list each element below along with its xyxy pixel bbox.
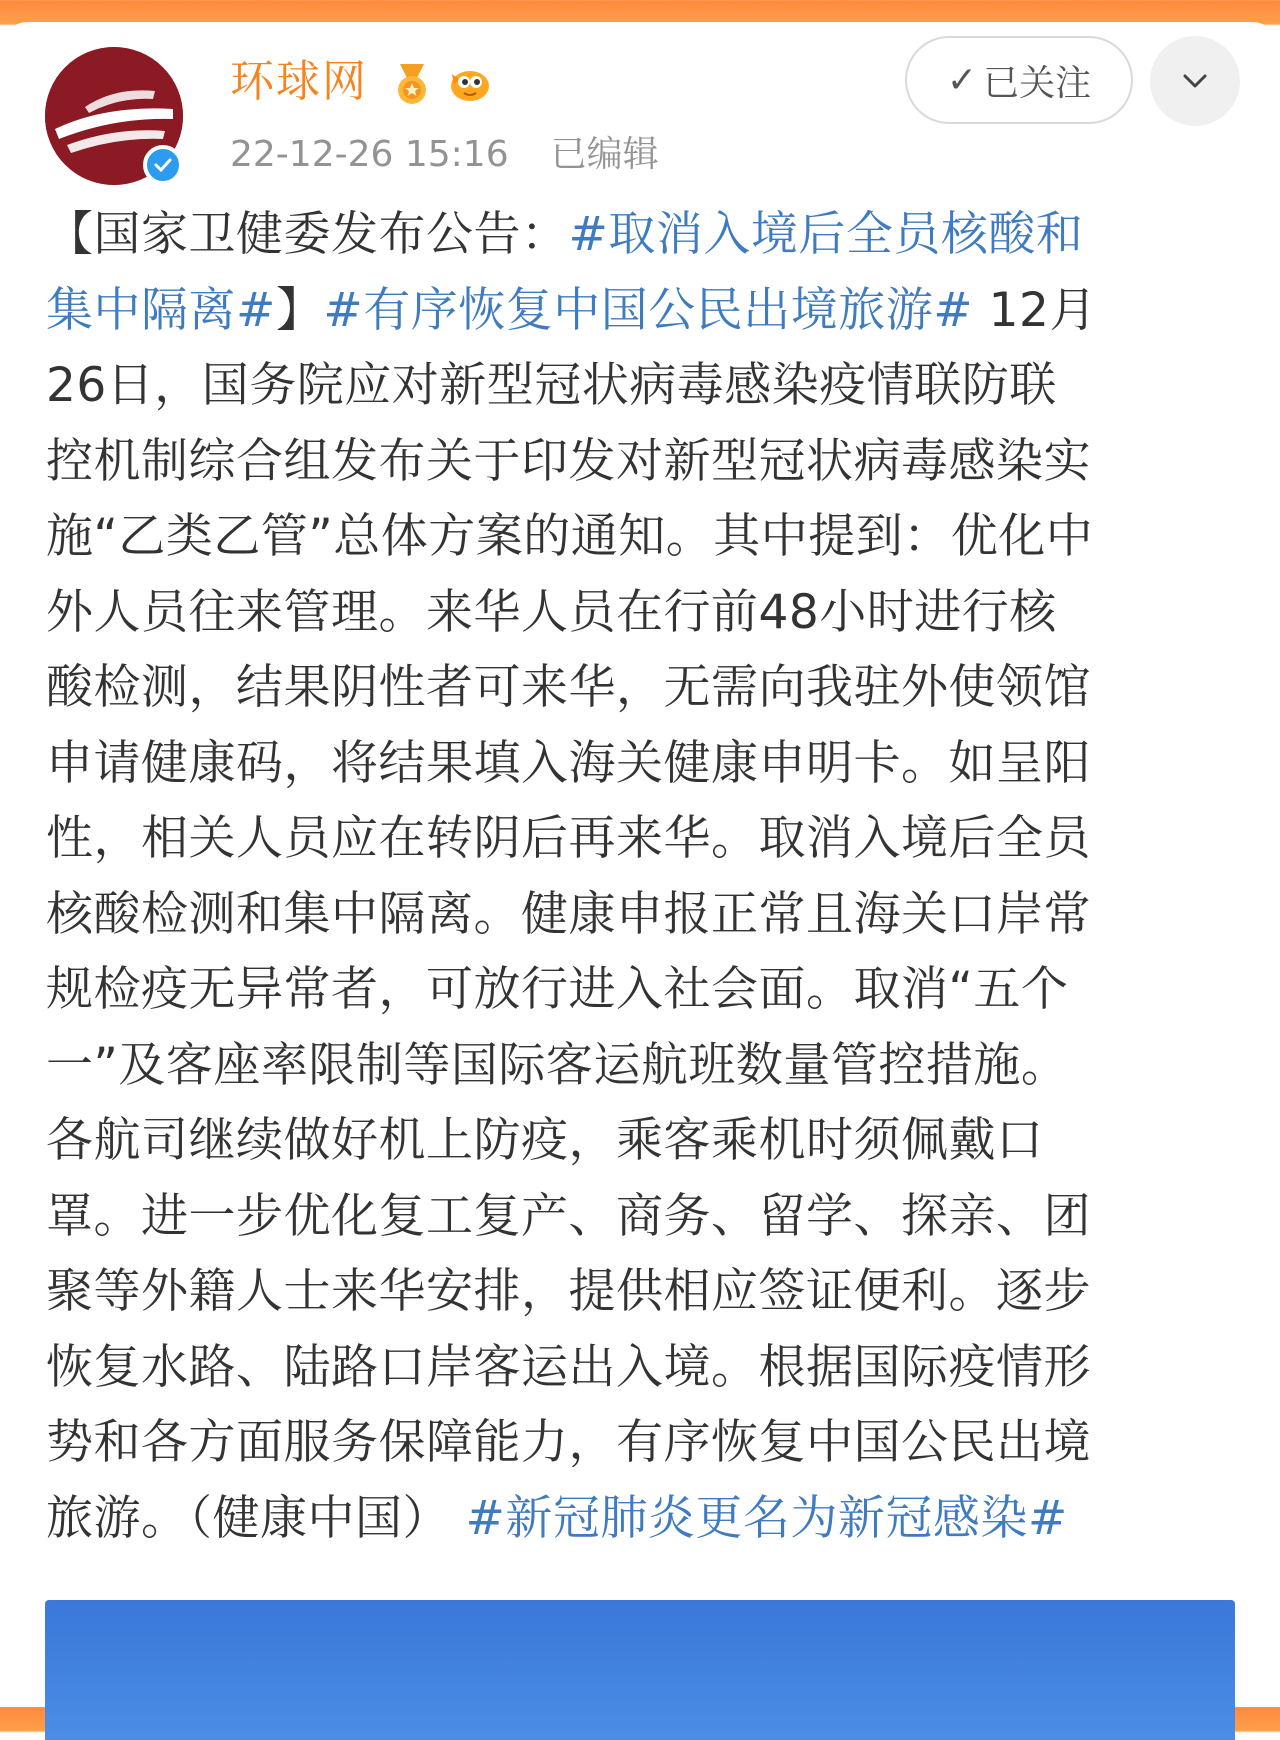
- post-text-line: [46, 650, 1236, 726]
- post-text-line: [46, 1028, 1236, 1104]
- post-text-line: [46, 1405, 1236, 1481]
- post-text-line: [46, 348, 1236, 424]
- fish-badge-icon[interactable]: [446, 60, 494, 108]
- post-text: 罩。进一步优化复工复产、商务、留学、探亲、团: [46, 1188, 1091, 1244]
- post-text: 势和各方面服务保障能力，有序恢复中国公民出境: [46, 1415, 1091, 1470]
- post-image[interactable]: [45, 1600, 1235, 1740]
- post-text: 性，相关人员应在转阴后再来华。取消入境后全员: [46, 811, 1091, 866]
- post-text: 规检疫无异常者，可放行进入社会面。取消“五个: [46, 962, 1069, 1017]
- follow-button-label: 已关注: [983, 62, 1092, 104]
- post-text-line: [46, 1254, 1236, 1330]
- post-text-line: [46, 1179, 1236, 1255]
- post-text-line: [46, 273, 1236, 349]
- post-text: 【国家卫健委发布公告：: [46, 207, 569, 262]
- post-text-line: [46, 1481, 1236, 1557]
- post-text: 外人员往来管理。来华人员在行前48小时进行核: [46, 584, 1057, 640]
- post-text: 申请健康码，将结果填入海关健康申明卡。如呈阳: [46, 735, 1091, 791]
- post-text-line: [46, 726, 1236, 802]
- post-text: 各航司继续做好机上防疫，乘客乘机时须佩戴口: [46, 1113, 1044, 1168]
- follow-button[interactable]: [905, 36, 1133, 124]
- more-options-button[interactable]: [1150, 36, 1240, 126]
- post-text-line: [46, 424, 1236, 500]
- post-text: 26日，国务院应对新型冠状病毒感染疫情联防联: [46, 358, 1057, 413]
- post-timestamp: 22-12-26 15:16: [230, 134, 509, 175]
- hashtag-link[interactable]: #新冠肺炎更名为新冠感染#: [465, 1490, 1068, 1546]
- post-text: 一”及客座率限制等国际客运航班数量管控措施。: [46, 1037, 1069, 1093]
- post-text-line: [46, 877, 1236, 953]
- post-text: 控机制综合组发布关于印发对新型冠状病毒感染实: [46, 433, 1091, 489]
- post-body: [46, 197, 1236, 1556]
- post-text: 】: [275, 282, 324, 338]
- post-text: 旅游。（健康中国）: [46, 1490, 466, 1546]
- verified-icon: [143, 145, 183, 185]
- gold-medal-icon[interactable]: [388, 60, 436, 108]
- post-text-line: [46, 197, 1236, 273]
- chevron-down-icon: [1178, 64, 1212, 98]
- account-name[interactable]: 环球网: [230, 56, 368, 107]
- post-meta: [230, 130, 659, 180]
- hashtag-link[interactable]: #取消入境后全员核酸和: [568, 207, 1084, 262]
- post-text-line: [46, 1330, 1236, 1406]
- post-text: 施“乙类乙管”总体方案的通知。其中提到：优化中: [46, 509, 1094, 564]
- post-text-line: [46, 801, 1236, 877]
- post-text: 恢复水路、陆路口岸客运出入境。根据国际疫情形: [46, 1339, 1091, 1395]
- post-text-line: [46, 952, 1236, 1028]
- edited-label[interactable]: 已编辑: [550, 134, 659, 175]
- hashtag-link[interactable]: 集中隔离#: [46, 282, 276, 338]
- check-icon: ✓: [946, 59, 978, 101]
- post-text: 核酸检测和集中隔离。健康申报正常且海关口岸常: [46, 886, 1091, 942]
- post-text-line: [46, 499, 1236, 575]
- post-text-line: [46, 575, 1236, 651]
- post-text: 酸检测，结果阴性者可来华，无需向我驻外使领馆: [46, 660, 1091, 715]
- post-text: 12月: [973, 282, 1097, 338]
- post-text: 聚等外籍人士来华安排，提供相应签证便利。逐步: [46, 1264, 1091, 1319]
- post-text-line: [46, 1103, 1236, 1179]
- hashtag-link[interactable]: #有序恢复中国公民出境旅游#: [323, 282, 974, 338]
- weibo-post-card: [0, 22, 1280, 1707]
